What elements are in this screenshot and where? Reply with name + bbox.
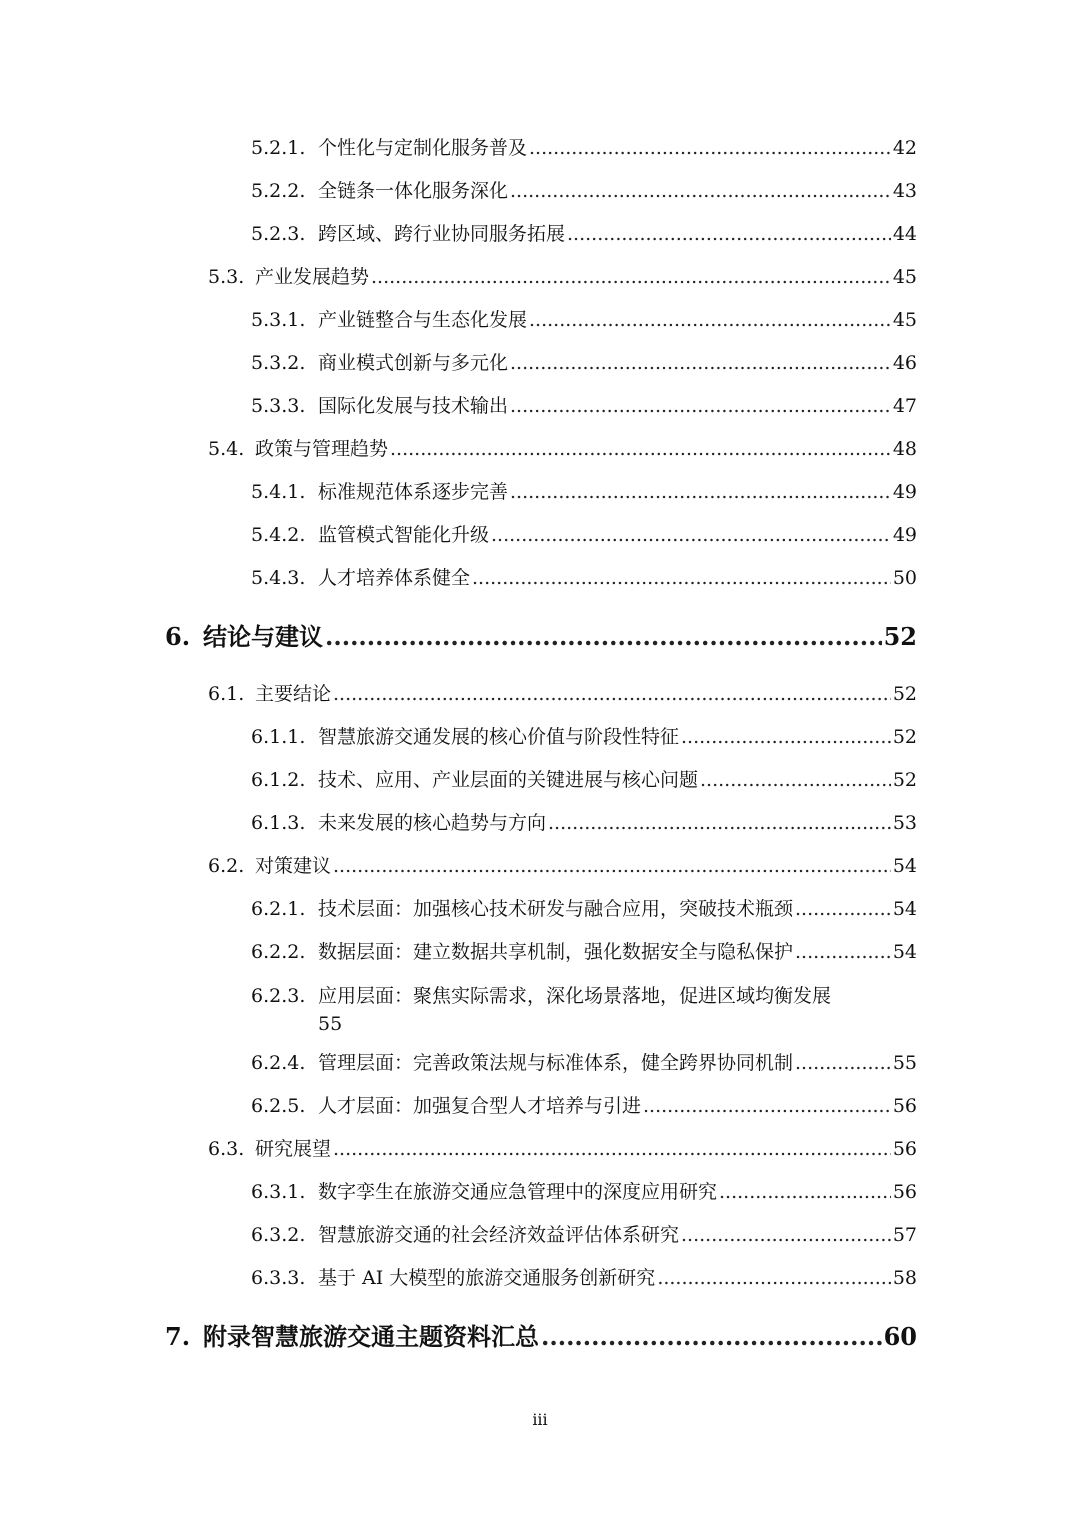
toc-leader-dots [795, 1050, 891, 1076]
toc-leader-dots [567, 221, 891, 247]
toc-leader-dots [510, 350, 891, 376]
toc-entry-number: 5.4.1. [251, 481, 306, 503]
toc-entry-page: 54 [892, 898, 917, 920]
toc-entry[interactable] [251, 896, 917, 922]
toc-entry-title: 技术、应用、产业层面的关键进展与核心问题 [318, 769, 699, 791]
toc-entry-title: 国际化发展与技术输出 [318, 395, 509, 417]
toc-entry-page: 56 [892, 1095, 917, 1117]
toc-leader-dots [681, 1222, 891, 1248]
toc-entry-title: 技术层面：加强核心技术研发与融合应用，突破技术瓶颈 [318, 898, 794, 920]
toc-entry-page: 52 [892, 769, 917, 791]
toc-entry-page: 47 [892, 395, 917, 417]
toc-entry-number: 5.2.2. [251, 180, 306, 202]
toc-leader-dots [541, 1322, 882, 1352]
toc-entry-number: 5.3. [208, 266, 245, 288]
toc-leader-dots [333, 853, 891, 879]
toc-leader-dots [491, 522, 891, 548]
toc-entry-page: 54 [892, 941, 917, 963]
toc-leader-dots [371, 264, 891, 290]
toc-entry-number: 5.3.3. [251, 395, 306, 417]
toc-entry-page: 45 [892, 266, 917, 288]
toc-entry-number: 6.2.3. [251, 985, 306, 1007]
toc-entry-number: 5.2.3. [251, 223, 306, 245]
toc-leader-dots [510, 393, 891, 419]
toc-entry-title: 基于 AI 大模型的旅游交通服务创新研究 [318, 1267, 656, 1289]
toc-entry-title: 个性化与定制化服务普及 [318, 137, 528, 159]
toc-entry-page: 54 [892, 855, 917, 877]
toc-entry-page: 60 [883, 1322, 917, 1351]
toc-entry-title: 数字孪生在旅游交通应急管理中的深度应用研究 [318, 1181, 718, 1203]
toc-entry-number: 6.3. [208, 1138, 245, 1160]
toc-entry[interactable] [251, 221, 917, 247]
toc-leader-dots [529, 135, 891, 161]
toc-entry-number: 6.1.1. [251, 726, 306, 748]
toc-entry[interactable] [208, 264, 917, 290]
toc-entry[interactable] [251, 1050, 917, 1076]
toc-entry-number: 5.4. [208, 438, 245, 460]
toc-entry-page: 57 [892, 1224, 917, 1246]
toc-entry-number: 5.4.3. [251, 567, 306, 589]
toc-entry-number: 6.2.5. [251, 1095, 306, 1117]
toc-leader-dots [390, 436, 891, 462]
toc-entry-title: 管理层面：完善政策法规与标准体系，健全跨界协同机制 [318, 1052, 794, 1074]
toc-entry-title: 人才层面：加强复合型人才培养与引进 [318, 1095, 642, 1117]
toc-entry-title: 对策建议 [255, 855, 332, 877]
toc-entry[interactable] [251, 350, 917, 376]
toc-entry[interactable] [208, 681, 917, 707]
toc-leader-dots [657, 1265, 891, 1291]
toc-entry-number: 5.3.2. [251, 352, 306, 374]
toc-entry[interactable] [251, 767, 917, 793]
toc-entry-number: 6.3.3. [251, 1267, 306, 1289]
toc-leader-dots [333, 1136, 891, 1162]
toc-entry-page: 56 [892, 1138, 917, 1160]
toc-entry[interactable] [251, 393, 917, 419]
toc-entry-number: 6.2.2. [251, 941, 306, 963]
toc-entry-page: 55 [318, 1013, 343, 1035]
toc-entry-title: 人才培养体系健全 [318, 567, 471, 589]
toc-entry-title: 未来发展的核心趋势与方向 [318, 812, 547, 834]
toc-leader-dots [643, 1093, 891, 1119]
toc-entry[interactable] [251, 810, 917, 836]
toc-entry[interactable] [251, 1265, 917, 1291]
toc-entry-number: 6.2.4. [251, 1052, 306, 1074]
toc-entry-page: 50 [892, 567, 917, 589]
toc-entry-title: 政策与管理趋势 [255, 438, 389, 460]
toc-leader-dots [510, 178, 891, 204]
toc-entry-page: 58 [892, 1267, 917, 1289]
toc-entry-page: 44 [892, 223, 917, 245]
toc-entry-page: 52 [892, 726, 917, 748]
toc-entry-page: 53 [892, 812, 917, 834]
toc-chapter-entry[interactable] [165, 622, 917, 652]
toc-leader-dots [472, 565, 891, 591]
toc-entry-page: 55 [892, 1052, 917, 1074]
toc-entry[interactable] [251, 1222, 917, 1248]
toc-entry-title: 商业模式创新与多元化 [318, 352, 509, 374]
toc-entry-title: 产业链整合与生态化发展 [318, 309, 528, 331]
toc-entry-page: 52 [883, 622, 917, 651]
toc-entry-title: 全链条一体化服务深化 [318, 180, 509, 202]
toc-leader-dots [700, 767, 891, 793]
toc-entry-number: 5.4.2. [251, 524, 306, 546]
toc-entry[interactable] [251, 565, 917, 591]
toc-entry-title: 结论与建议 [203, 622, 323, 651]
toc-entry[interactable] [251, 135, 917, 161]
toc-entry-title: 智慧旅游交通发展的核心价值与阶段性特征 [318, 726, 680, 748]
toc-entry-title: 主要结论 [255, 683, 332, 705]
toc-entry-page: 45 [892, 309, 917, 331]
toc-entry-title: 数据层面：建立数据共享机制，强化数据安全与隐私保护 [318, 941, 794, 963]
toc-entry-number: 6.1. [208, 683, 245, 705]
toc-entry-title: 标准规范体系逐步完善 [318, 481, 509, 503]
toc-entry-number: 6.2. [208, 855, 245, 877]
toc-entry-page: 42 [892, 137, 917, 159]
toc-leader-dots [325, 622, 882, 652]
toc-leader-dots [510, 479, 891, 505]
toc-entry-page: 43 [892, 180, 917, 202]
page-number-footer: iii [532, 1410, 548, 1429]
toc-entry-number: 6.1.3. [251, 812, 306, 834]
toc-entry-page: 49 [892, 481, 917, 503]
toc-entry-title: 附录智慧旅游交通主题资料汇总 [203, 1322, 539, 1351]
toc-entry-number: 6.2.1. [251, 898, 306, 920]
toc-leader-dots [795, 896, 891, 922]
toc-leader-dots [719, 1179, 891, 1205]
toc-entry-number: 6.3.2. [251, 1224, 306, 1246]
toc-entry-number: 6. [165, 622, 191, 651]
toc-entry-title: 应用层面：聚焦实际需求，深化场景落地，促进区域均衡发展 [318, 985, 832, 1007]
toc-entry-page: 52 [892, 683, 917, 705]
toc-entry-page: 56 [892, 1181, 917, 1203]
toc-entry-title: 智慧旅游交通的社会经济效益评估体系研究 [318, 1224, 680, 1246]
toc-entry[interactable] [251, 724, 917, 750]
toc-entry[interactable] [208, 1136, 917, 1162]
toc-entry[interactable] [251, 178, 917, 204]
toc-entry[interactable] [251, 1179, 917, 1205]
toc-entry[interactable] [251, 307, 917, 333]
toc-leader-dots [795, 939, 891, 965]
toc-entry-page: 48 [892, 438, 917, 460]
toc-entry[interactable] [208, 853, 917, 879]
toc-entry-title: 监管模式智能化升级 [318, 524, 490, 546]
toc-leader-dots [529, 307, 891, 333]
toc-entry[interactable] [251, 479, 917, 505]
toc-leader-dots [681, 724, 891, 750]
toc-entry[interactable] [251, 939, 917, 965]
toc-chapter-entry[interactable] [165, 1322, 917, 1352]
toc-leader-dots [548, 810, 891, 836]
toc-entry-number: 5.3.1. [251, 309, 306, 331]
toc-entry[interactable] [251, 522, 917, 548]
toc-entry[interactable] [251, 982, 917, 1038]
toc-entry-title: 产业发展趋势 [255, 266, 370, 288]
toc-entry-number: 6.3.1. [251, 1181, 306, 1203]
toc-entry[interactable] [208, 436, 917, 462]
toc-entry-number: 6.1.2. [251, 769, 306, 791]
toc-entry-page: 46 [892, 352, 917, 374]
toc-entry-page: 49 [892, 524, 917, 546]
toc-leader-dots [333, 681, 891, 707]
toc-entry-title: 跨区域、跨行业协同服务拓展 [318, 223, 566, 245]
toc-entry-number: 5.2.1. [251, 137, 306, 159]
toc-entry[interactable] [251, 1093, 917, 1119]
toc-entry-title: 研究展望 [255, 1138, 332, 1160]
toc-entry-number: 7. [165, 1322, 191, 1351]
